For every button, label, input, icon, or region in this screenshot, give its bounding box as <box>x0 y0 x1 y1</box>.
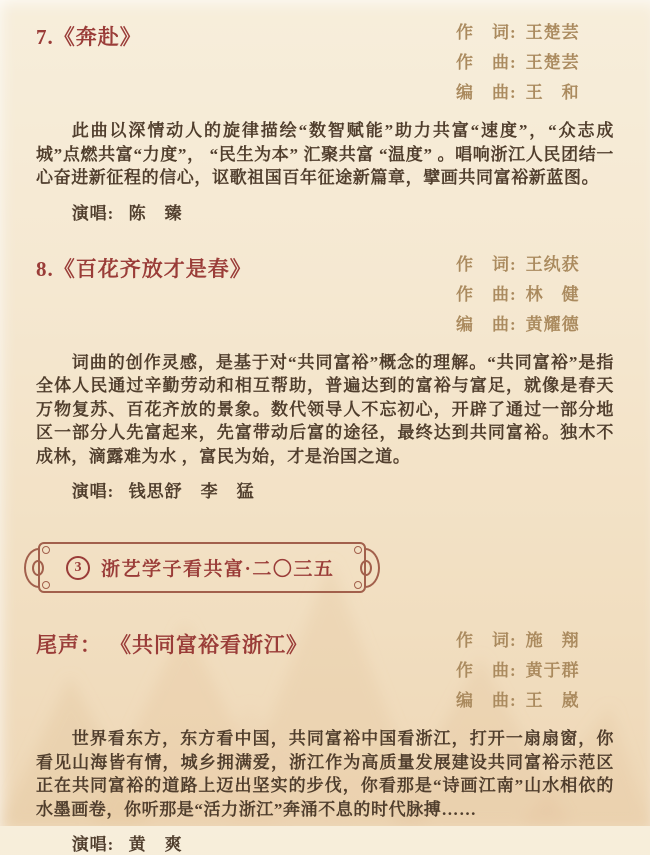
finale-section <box>36 626 614 855</box>
credit-label: 作 曲: <box>456 284 517 304</box>
credit-name: 王 崴 <box>525 691 580 710</box>
corner-ring-icon <box>42 581 50 589</box>
credit-arranger <box>456 686 614 716</box>
section-number-badge: 3 <box>66 556 90 580</box>
song-8-section <box>36 250 614 503</box>
song-8-header <box>36 250 614 340</box>
finale-song-title: 《共同富裕看浙江》 <box>110 633 308 657</box>
finale-performers <box>36 830 614 855</box>
performer-names: 黄 爽 <box>128 835 183 854</box>
performer-label: 演唱: <box>71 835 115 854</box>
finale-prefix: 尾声： <box>36 633 102 657</box>
song-7-header <box>36 18 614 108</box>
credit-name: 黄于群 <box>525 661 580 680</box>
performer-label: 演唱: <box>71 482 115 501</box>
scroll-ring-icon <box>360 560 372 576</box>
song-8-description: 词曲的创作灵感，是基于对“共同富裕”概念的理解。“共同富裕”是指全体人民通过辛勤劳动和相互帮助，普遍达到的富裕与富足，就像是春天万物复苏、百花齐放的景象。数代领导人不忘初心，开辟了通过一部分地区一部分人先富起来，先富带动后富的途径，最终达到共同富裕。独木不成林，滴露难为水 ，富民为始，才是治国之道。 <box>36 352 614 466</box>
credit-name: 施 翔 <box>525 631 580 650</box>
corner-ring-icon <box>354 581 362 589</box>
credit-label: 编 曲: <box>456 314 517 334</box>
credit-name: 王楚芸 <box>525 53 580 72</box>
credit-name: 王楚芸 <box>525 23 580 42</box>
song-7-section <box>36 18 614 224</box>
credit-label: 编 曲: <box>456 83 517 102</box>
corner-ring-icon <box>42 546 50 554</box>
credit-lyricist <box>456 18 614 48</box>
song-7-credits <box>456 18 614 108</box>
performer-names: 钱思舒 李 猛 <box>128 482 255 501</box>
credit-label: 作 曲: <box>456 53 517 72</box>
finale-description: 世界看东方，东方看中国，共同富裕中国看浙江，打开一扇扇窗，你看见山海皆有情，城乡拥满爱，浙江作为高质量发展建设共同富裕示范区正在共同富裕的道路上迈出坚实的步伐，你看那是“诗画江南”山水相依的水墨画卷，你听那是“活力浙江”奔涌不息的时代脉搏…… <box>36 729 614 819</box>
finale-credits <box>456 626 614 716</box>
credit-name: 林 健 <box>525 284 580 304</box>
credit-composer <box>456 280 614 310</box>
credit-lyricist <box>456 626 614 656</box>
corner-ring-icon <box>354 546 362 554</box>
section-banner-frame <box>38 542 366 593</box>
song-7-performers <box>36 199 614 224</box>
credit-label: 作 词: <box>456 23 517 42</box>
finale-header <box>36 626 614 716</box>
credit-label: 作 词: <box>456 254 517 274</box>
finale-title <box>36 626 308 659</box>
section-banner <box>66 554 334 581</box>
credit-composer <box>456 656 614 686</box>
credit-name: 黄耀德 <box>525 314 580 334</box>
credit-name: 王纨获 <box>525 254 580 274</box>
song-8-title: 8.《百花齐放才是春》 <box>36 256 252 281</box>
section-banner-wrap <box>38 542 614 594</box>
credit-arranger <box>456 310 614 340</box>
credit-lyricist <box>456 250 614 280</box>
performer-names: 陈 臻 <box>128 203 183 223</box>
credit-label: 作 曲: <box>456 661 517 680</box>
credit-arranger <box>456 78 614 108</box>
credit-label: 编 曲: <box>456 691 517 710</box>
song-7-description: 此曲以深情动人的旋律描绘“数智赋能”助力共富“速度”，“众志成城”点燃共富“力度”， “民生为本” 汇聚共富 “温度” 。唱响浙江人民团结一心奋进新征程的信心，讴歌祖国百年征途新篇章，擘画共同富裕新蓝图。 <box>36 121 614 187</box>
section-banner-title: 浙艺学子看共富·二〇三五 <box>101 559 335 580</box>
credit-label: 作 词: <box>456 631 517 650</box>
credit-composer <box>456 48 614 78</box>
song-8-credits <box>456 250 614 340</box>
song-7-title: 7.《奔赴》 <box>36 25 142 49</box>
scroll-ring-icon <box>32 560 44 576</box>
credit-name: 王 和 <box>525 83 580 102</box>
song-8-performers <box>36 477 614 502</box>
performer-label: 演唱: <box>71 203 115 223</box>
